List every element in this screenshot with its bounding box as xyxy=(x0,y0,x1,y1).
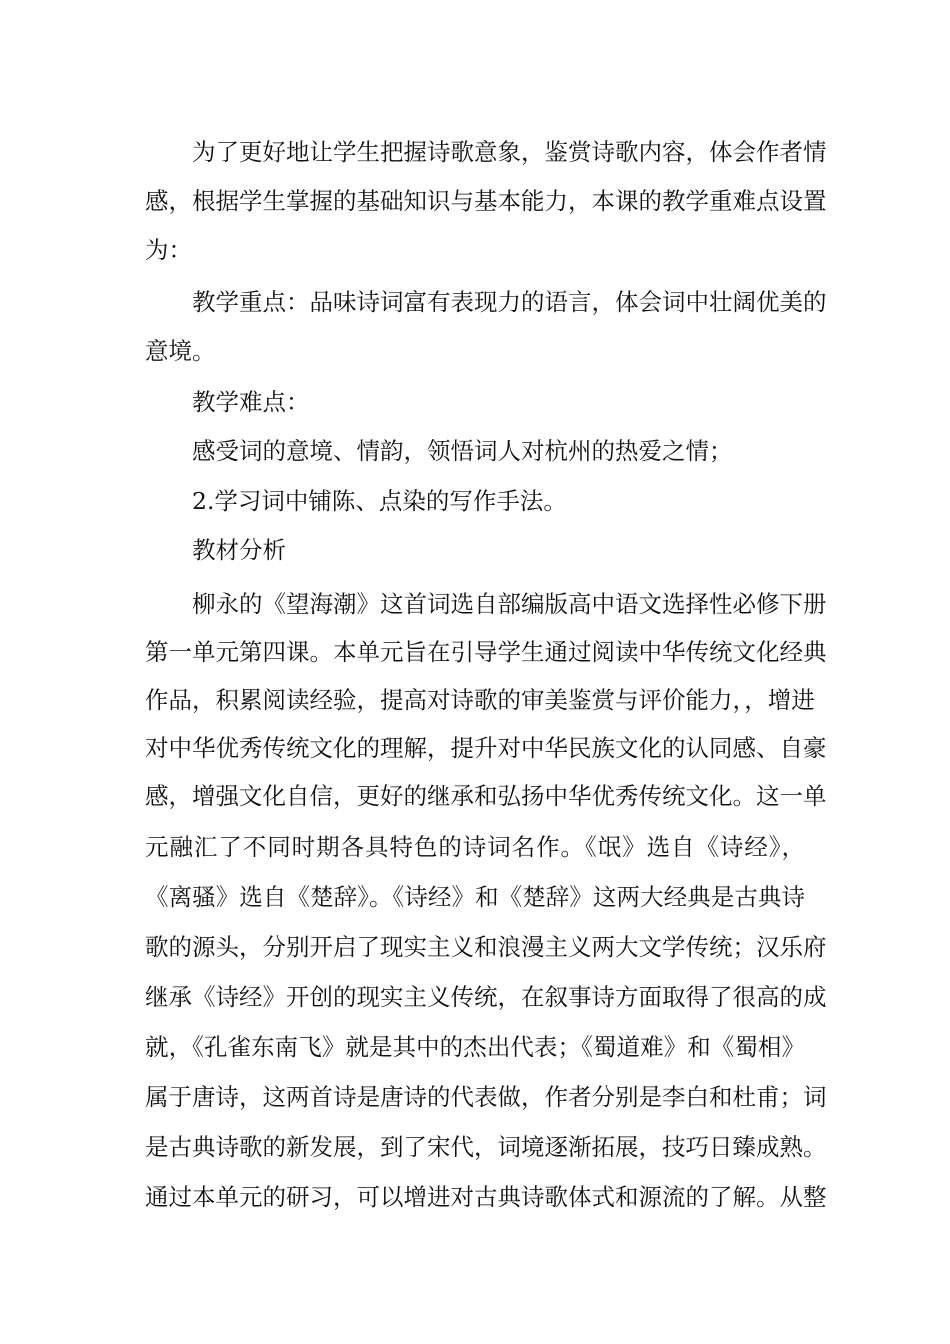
analysis-line-10: 就，《孔雀东南飞》就是其中的杰出代表；《蜀道难》和《蜀相》 xyxy=(145,1033,805,1061)
analysis-line-3: 作品，积累阅读经验，提高对诗歌的审美鉴赏与评价能力，，增进 xyxy=(145,686,815,714)
analysis-line-8: 歌的源头，分别开启了现实主义和浪漫主义两大文学传统；汉乐府 xyxy=(145,933,827,961)
analysis-line-9: 继承《诗经》开创的现实主义传统，在叙事诗方面取得了很高的成 xyxy=(145,983,827,1011)
key-points-line-1: 教学重点：品味诗词富有表现力的语言，体会词中壮阔优美的 xyxy=(192,288,827,316)
analysis-line-7: 《离骚》选自《楚辞》。《诗经》和《楚辞》这两大经典是古典诗 xyxy=(145,883,805,911)
analysis-line-13: 通过本单元的研习，可以增进对古典诗歌体式和源流的了解。从整 xyxy=(145,1183,827,1211)
paragraph-1-line-1: 为了更好地让学生把握诗歌意象，鉴赏诗歌内容，体会作者情 xyxy=(192,138,827,166)
analysis-line-1: 柳永的《望海潮》这首词选自部编版高中语文选择性必修下册 xyxy=(192,590,827,618)
section-heading-textbook-analysis: 教材分析 xyxy=(192,536,286,564)
analysis-line-4: 对中华优秀传统文化的理解，提升对中华民族文化的认同感、自豪 xyxy=(145,734,827,762)
key-points-line-2: 意境。 xyxy=(145,337,216,365)
difficulties-heading: 教学难点： xyxy=(192,388,310,416)
analysis-line-6: 元融汇了不同时期各具特色的诗词名作。《氓》选自《诗经》， xyxy=(145,833,805,861)
paragraph-1-line-2: 感，根据学生掌握的基础知识与基本能力，本课的教学重难点设置 xyxy=(145,187,827,215)
analysis-line-2: 第一单元第四课。本单元旨在引导学生通过阅读中华传统文化经典 xyxy=(145,638,827,666)
analysis-line-12: 是古典诗歌的新发展，到了宋代，词境逐渐拓展，技巧日臻成熟。 xyxy=(145,1133,827,1161)
analysis-line-11: 属于唐诗，这两首诗是唐诗的代表做，作者分别是李白和杜甫；词 xyxy=(145,1083,827,1111)
paragraph-1-line-3: 为： xyxy=(145,236,192,264)
difficulty-item-1: 感受词的意境、情韵，领悟词人对杭州的热爱之情； xyxy=(192,437,733,465)
analysis-line-5: 感，增强文化自信，更好的继承和弘扬中华优秀传统文化。这一单 xyxy=(145,782,827,810)
difficulty-item-2: 2.学习词中铺陈、点染的写作手法。 xyxy=(192,487,567,515)
